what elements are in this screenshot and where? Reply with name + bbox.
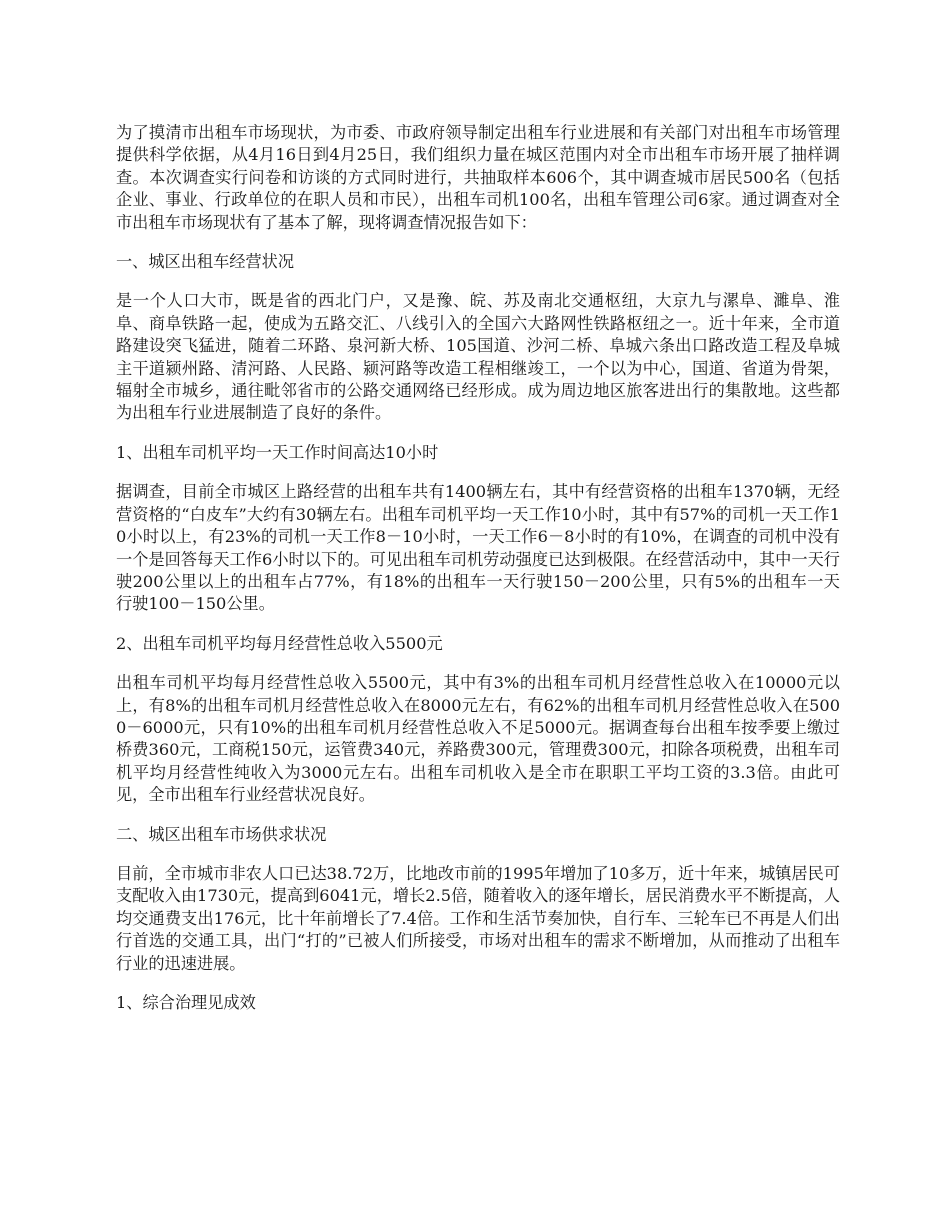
intro-paragraph: 为了摸清市出租车市场现状，为市委、市政府领导制定出租车行业进展和有关部门对出租车市场管理提供科学依据，从4月16日到4月25日，我们组织力量在城区范围内对全市出租车市场开展了抽样调查。本次调查实行问卷和访谈的方式同时进行，共抽取样本606个，其中调查城市居民500名（包括企业、事业、行政单位的在职人员和市民），出租车司机100名，出租车管理公司6家。通过调查对全市出租车市场现状有了基本了解，现将调查情况报告如下： (116, 123, 840, 232)
subsection-1-1-paragraph: 据调查，目前全市城区上路经营的出租车共有1400辆左右，其中有经营资格的出租车1370辆，无经营资格的“白皮车”大约有30辆左右。出租车司机平均一天工作10小时，其中有57%的司机一天工作10小时以上，有23%的司机一天工作8－10小时，一天工作6－8小时的有10%，在调查的司机中没有一个是回答每天工作6小时以下的。可见出租车司机劳动强度已达到极限。在经营活动中，其中一天行驶200公里以上的出租车占77%，有18%的出租车一天行驶150－200公里，只有5%的出租车一天行驶100－150公里。 (116, 482, 840, 614)
subsection-1-2-heading: 2、出租车司机平均每月经营性总收入5500元 (116, 633, 443, 653)
subsection-1-2-paragraph: 出租车司机平均每月经营性总收入5500元，其中有3%的出租车司机月经营性总收入在10000元以上，有8%的出租车司机月经营性总收入在8000元左右，有62%的出租车司机月经营性总收入在5000－6000元，只有10%的出租车司机月经营性总收入不足5000元。据调查每台出租车按季要上缴过桥费360元，工商税150元，运管费340元，养路费300元，管理费300元，扣除各项税费，出租车司机平均月经营性纯收入为3000元左右。出租车司机收入是全市在职职工平均工资的3.3倍。由此可见，全市出租车行业经营状况良好。 (116, 673, 840, 805)
section-2-heading: 二、城区出租车市场供求状况 (116, 824, 327, 844)
section-2-paragraph: 目前，全市城市非农人口已达38.72万，比地改市前的1995年增加了10多万，近十年来，城镇居民可支配收入由1730元，提高到6041元，增长2.5倍，随着收入的逐年增长，居民消费水平不断提高，人均交通费支出176元，比十年前增长了7.4倍。工作和生活节奏加快，自行车、三轮车已不再是人们出行首选的交通工具，出门“打的”已被人们所接受，市场对出租车的需求不断增加，从而推动了出租车行业的迅速进展。 (116, 863, 840, 973)
subsection-2-1-heading: 1、综合治理见成效 (116, 993, 256, 1012)
section-1-paragraph: 是一个人口大市，既是省的西北门户，又是豫、皖、苏及南北交通枢纽，大京九与漯阜、濉阜、淮阜、商阜铁路一起，使成为五路交汇、八线引入的全国六大路网性铁路枢纽之一。近十年来，全市道路建设突飞猛进，随着二环路、泉河新大桥、105国道、沙河二桥、阜城六条出口路改造工程及阜城主干道颍州路、清河路、人民路、颍河路等改造工程相继竣工，一个以为中心，国道、省道为骨架，辐射全市城乡，通往毗邻省市的公路交通网络已经形成。成为周边地区旅客进出行的集散地。这些都为出租车行业进展制造了良好的条件。 (116, 291, 840, 423)
document-page (116, 122, 840, 1031)
subsection-1-1-heading: 1、出租车司机平均一天工作时间高达10小时 (116, 442, 439, 462)
section-1-heading: 一、城区出租车经营状况 (116, 252, 295, 272)
